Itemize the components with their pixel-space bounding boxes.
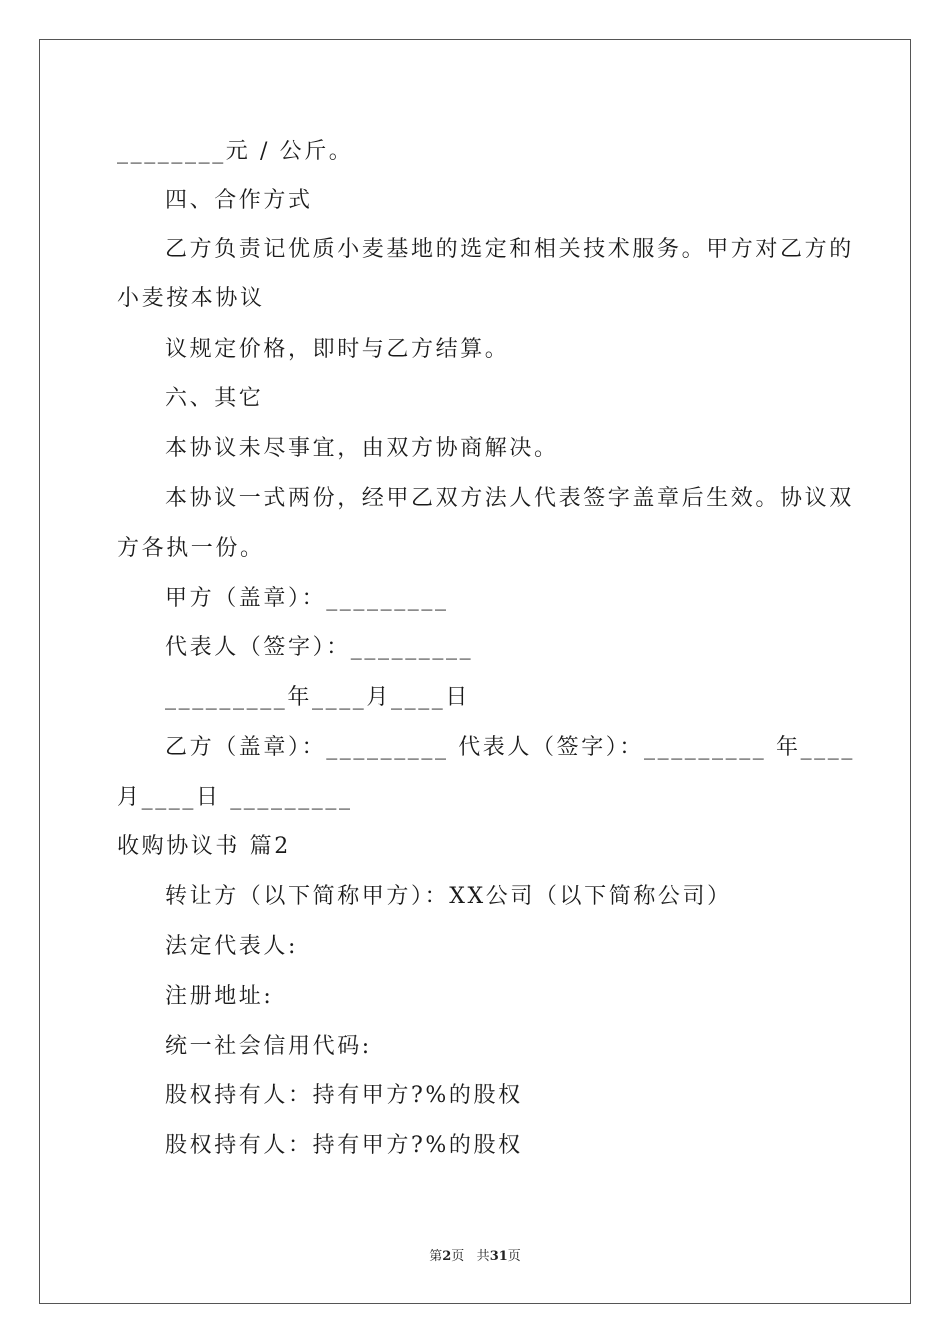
- article-heading: 收购协议书 篇2: [117, 834, 291, 859]
- transferor-line: 转让方（以下简称甲方）：XX公司（以下简称公司）: [165, 884, 732, 909]
- representative-sign-line: 代表人（签字）：_________: [165, 635, 474, 660]
- paragraph-line: 小麦按本协议: [117, 286, 265, 311]
- date-line: _________年____月____日: [165, 685, 471, 710]
- page-number: 2: [442, 1249, 452, 1264]
- total-prefix: 共: [476, 1249, 490, 1264]
- page-prefix: 第: [429, 1249, 443, 1264]
- paragraph-line: 乙方负责记优质小麦基地的选定和相关技术服务。甲方对乙方的: [165, 237, 854, 262]
- price-line: ________元 / 公斤。: [117, 139, 354, 164]
- paragraph-line: 方各执一份。: [117, 536, 265, 561]
- legal-representative-line: 法定代表人:: [165, 934, 299, 959]
- total-pages: 31: [489, 1249, 508, 1264]
- paragraph-line: 本协议未尽事宜，由双方协商解决。: [165, 436, 559, 461]
- shareholder-line: 股权持有人：持有甲方?%的股权: [165, 1133, 523, 1158]
- page-suffix: 页: [451, 1249, 465, 1264]
- party-b-date-line: 月____日 _________: [117, 785, 353, 810]
- paragraph-line: 议规定价格，即时与乙方结算。: [165, 337, 510, 362]
- party-b-seal-line: 乙方（盖章）：_________ 代表人（签字）：_________ 年____: [165, 735, 855, 760]
- section-heading-cooperation: 四、合作方式: [165, 188, 313, 213]
- shareholder-line: 股权持有人：持有甲方?%的股权: [165, 1083, 523, 1108]
- paragraph-line: 本协议一式两份，经甲乙双方法人代表签字盖章后生效。协议双: [165, 486, 854, 511]
- registered-address-line: 注册地址:: [165, 984, 274, 1009]
- section-heading-other: 六、其它: [165, 386, 264, 411]
- page-footer: [0, 1248, 950, 1266]
- page-border: [39, 39, 911, 1304]
- credit-code-line: 统一社会信用代码:: [165, 1034, 372, 1059]
- party-a-seal-line: 甲方（盖章）：_________: [165, 586, 449, 611]
- total-suffix: 页: [507, 1249, 521, 1264]
